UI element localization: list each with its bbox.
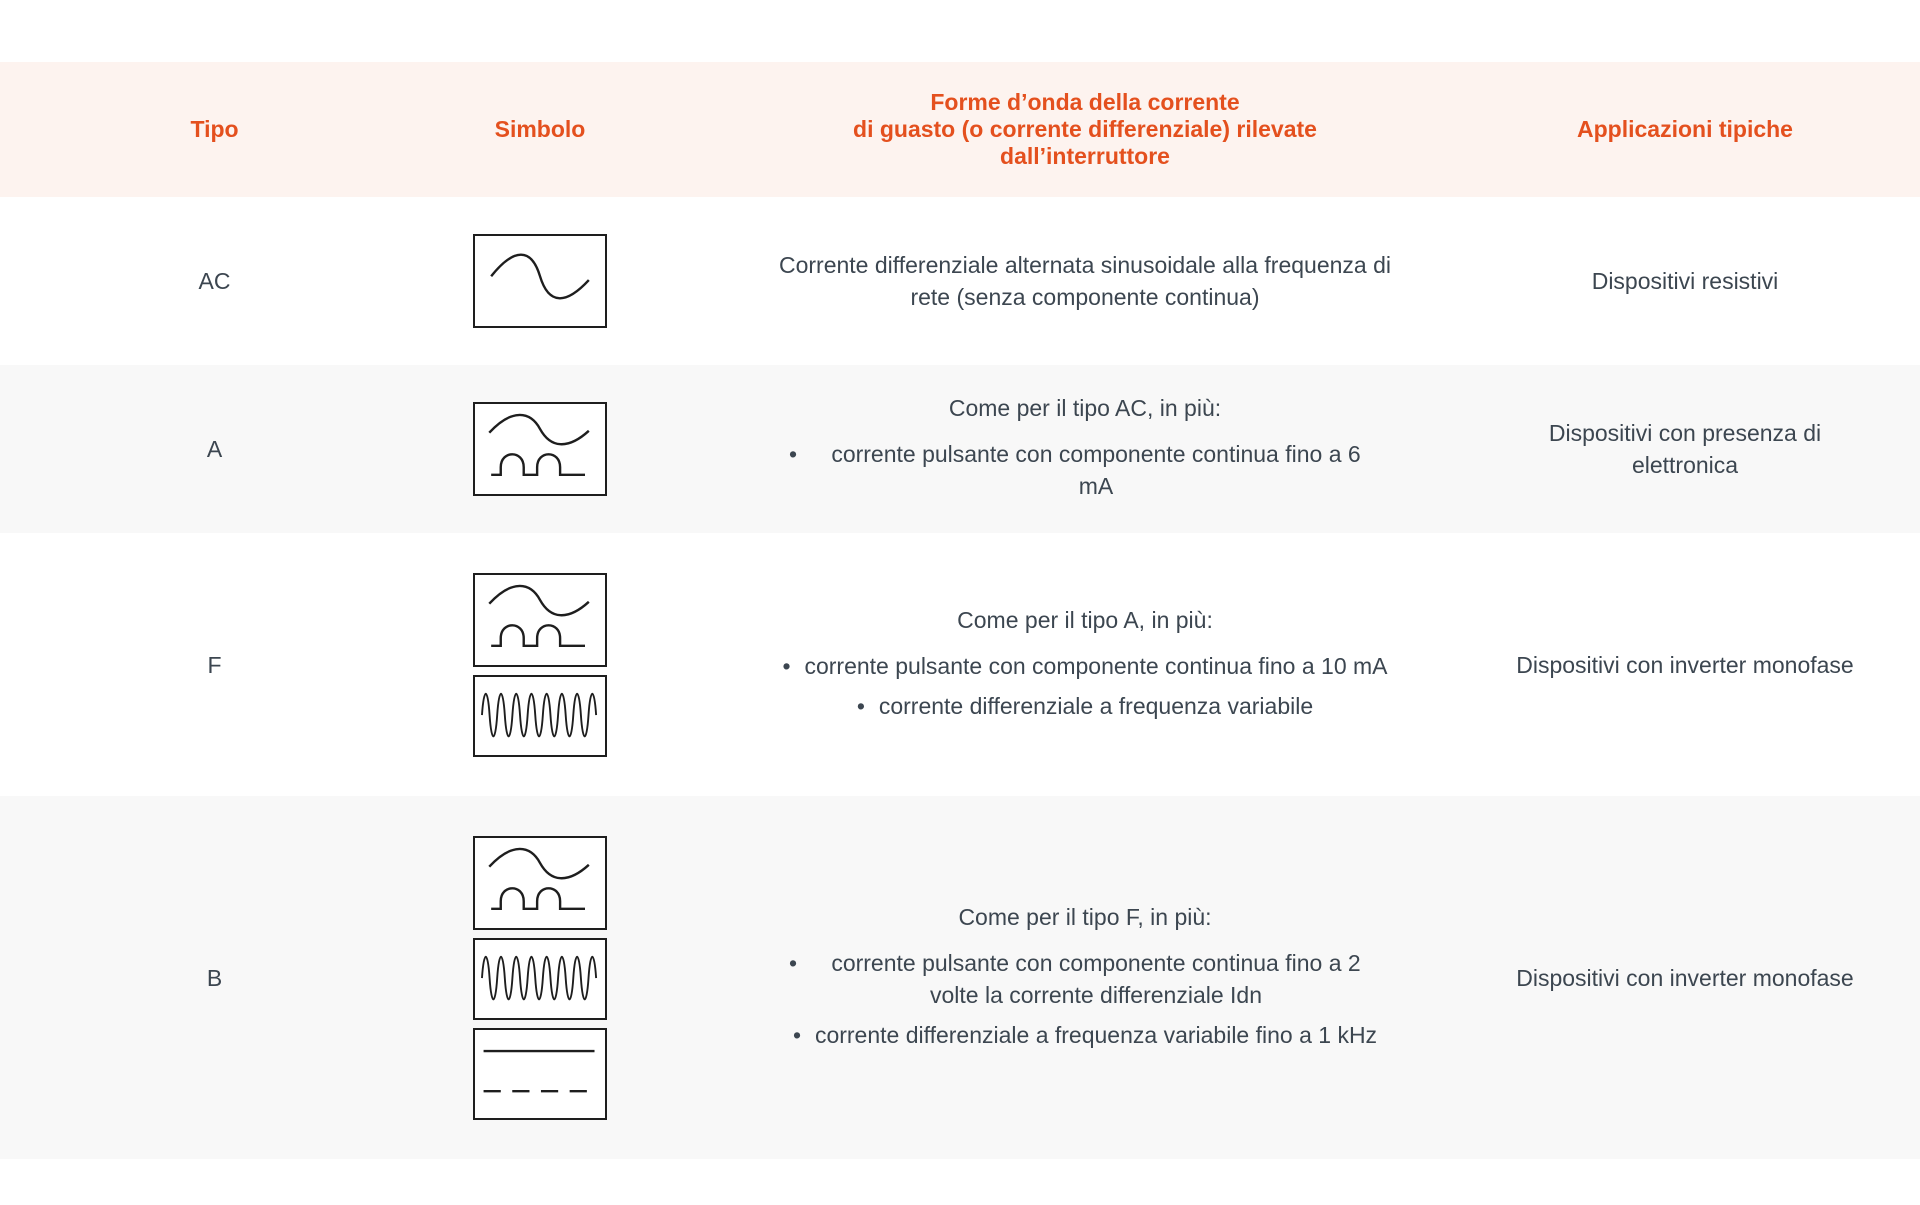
description-lead: Come per il tipo AC, in più: bbox=[948, 395, 1222, 421]
table-row-ac bbox=[0, 197, 1920, 365]
table-row-a bbox=[0, 365, 1920, 533]
sine-symbol-icon bbox=[473, 234, 607, 328]
description-lead: Corrente differenziale alternata sinusoidale alla frequenza di rete (senza componente continua) bbox=[778, 252, 1391, 310]
list-item bbox=[789, 434, 1381, 506]
description-lead: Come per il tipo F, in più: bbox=[958, 903, 1212, 930]
symbol-cell bbox=[440, 796, 640, 1159]
list-item bbox=[789, 943, 1381, 1015]
list-item bbox=[782, 646, 1387, 686]
symbol-cell bbox=[440, 533, 640, 796]
application-cell bbox=[1500, 365, 1870, 533]
application-cell: Dispositivi resistivi bbox=[1591, 268, 1779, 294]
high-frequency-symbol-icon bbox=[473, 675, 607, 757]
header-forme-line3: dall’interruttore bbox=[1000, 143, 1170, 169]
bullet-icon: • bbox=[789, 949, 798, 976]
header-simbolo: Simbolo bbox=[494, 116, 586, 142]
rcd-types-table bbox=[0, 62, 1920, 1159]
table-row-b bbox=[0, 796, 1920, 1159]
application-cell: Dispositivi con inverter monofase bbox=[1516, 964, 1854, 991]
sine-pulsating-symbol-icon bbox=[473, 402, 607, 496]
bullet-text: corrente pulsante con componente continua fino a 6 mA bbox=[831, 441, 1361, 499]
header-applicazioni: Applicazioni tipiche bbox=[1577, 116, 1793, 142]
description-cell bbox=[745, 197, 1425, 365]
sine-pulsating-symbol-icon bbox=[473, 573, 607, 667]
tipo-cell: F bbox=[207, 651, 222, 678]
tipo-cell: AC bbox=[198, 268, 231, 294]
description-lead: Come per il tipo A, in più: bbox=[957, 606, 1213, 633]
high-frequency-symbol-icon bbox=[473, 938, 607, 1020]
application-cell: Dispositivi con inverter monofase bbox=[1516, 651, 1854, 678]
description-cell bbox=[745, 533, 1425, 796]
list-item bbox=[793, 1015, 1377, 1055]
bullet-icon: • bbox=[782, 652, 791, 679]
application-text: Dispositivi con presenza di elettronica bbox=[1548, 420, 1822, 478]
bullet-text: corrente differenziale a frequenza variabile fino a 1 kHz bbox=[814, 1021, 1378, 1048]
list-item bbox=[857, 686, 1313, 726]
tipo-cell: B bbox=[206, 964, 223, 991]
bullet-icon: • bbox=[792, 1021, 801, 1048]
symbol-cell bbox=[440, 197, 640, 365]
table-row-f bbox=[0, 533, 1920, 796]
header-forme bbox=[745, 62, 1425, 197]
symbol-cell bbox=[440, 365, 640, 533]
header-forme-line2: di guasto (o corrente differenziale) rilevate bbox=[853, 116, 1317, 142]
bullet-text: corrente differenziale a frequenza variabile bbox=[878, 692, 1314, 719]
bullet-icon: • bbox=[789, 441, 798, 467]
header-forme-line1: Forme d’onda della corrente bbox=[930, 89, 1240, 115]
header-tipo: Tipo bbox=[190, 116, 239, 142]
description-cell bbox=[745, 796, 1425, 1159]
tipo-cell: A bbox=[206, 436, 223, 462]
dc-symbol-icon bbox=[473, 1028, 607, 1120]
bullet-text: corrente pulsante con componente continua fino a 2 volte la corrente differenziale Idn bbox=[831, 949, 1361, 1008]
bullet-icon: • bbox=[856, 692, 865, 719]
description-cell bbox=[745, 365, 1425, 533]
bullet-text: corrente pulsante con componente continua fino a 10 mA bbox=[804, 652, 1388, 679]
table-header bbox=[0, 62, 1920, 197]
sine-pulsating-symbol-icon bbox=[473, 836, 607, 930]
